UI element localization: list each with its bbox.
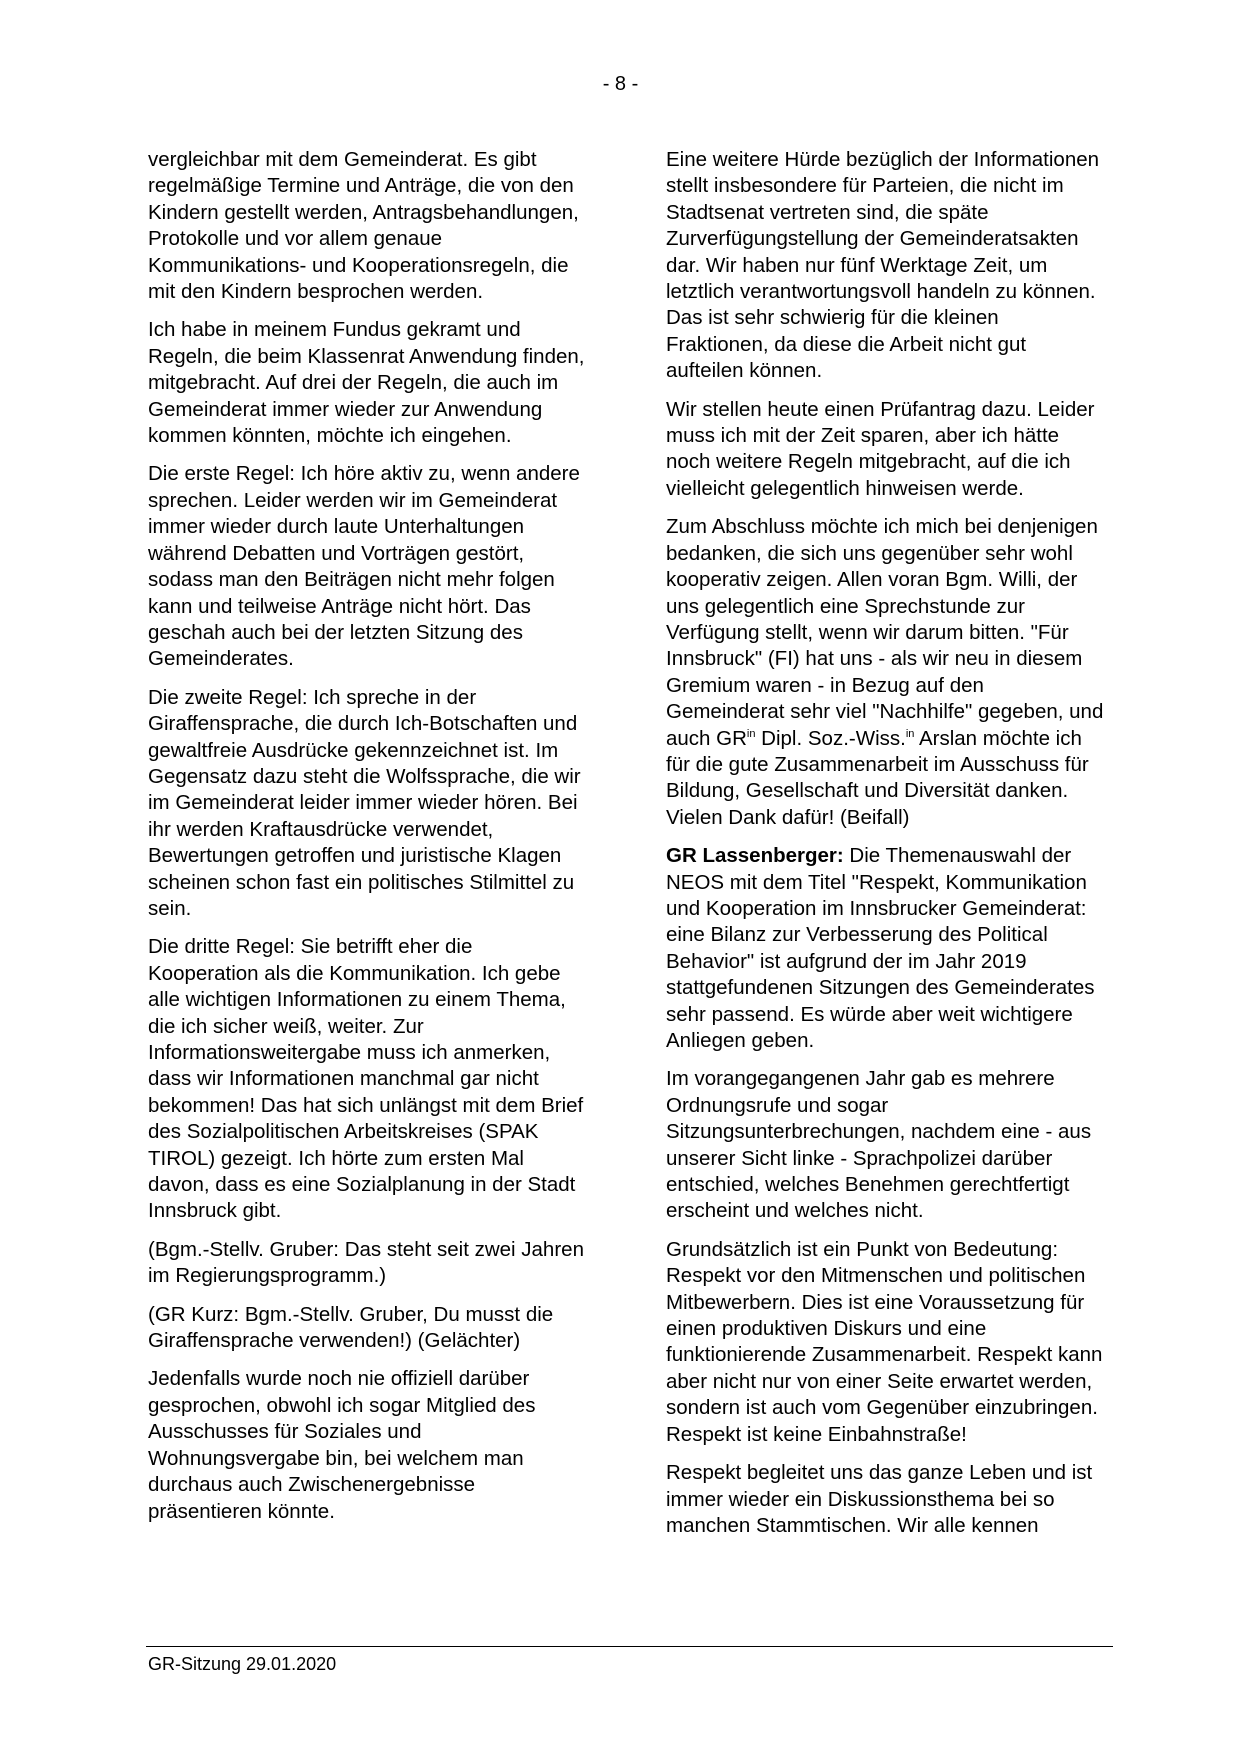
speech-paragraph	[666, 843, 1106, 1054]
left-column	[148, 147, 588, 1537]
superscript: in	[746, 727, 756, 740]
paragraph: Respekt begleitet uns das ganze Leben und ist immer wieder ein Diskussionsthema bei so manchen Stammtischen. Wir alle kennen	[666, 1461, 1093, 1537]
interjection: (Bgm.-Stellv. Gruber: Das steht seit zwei Jahren im Regierungsprogramm.)	[148, 1237, 584, 1288]
paragraph: Grundsätzlich ist ein Punkt von Bedeutung: Respekt vor den Mitmenschen und politischen Mitbewerbern. Dies ist eine Voraussetzung für einen produktiven Diskurs und eine funktionierende Zusammenarbeit. Respekt kann aber nicht nur von einer Seite erwartet werden, sondern ist auch vom Gegenüber einzubringen. Respekt ist keine Einbahnstraße!	[666, 1237, 1103, 1446]
paragraph-text: Dipl. Soz.-Wiss.	[755, 726, 906, 750]
paragraph: Ich habe in meinem Fundus gekramt und Regeln, die beim Klassenrat Anwendung finden, mitgebracht. Auf drei der Regeln, die auch im Gemeinderat immer wieder zur Anwendung kommen könnten, möchte ich eingehen.	[148, 318, 585, 448]
superscript: in	[905, 727, 915, 740]
paragraph	[666, 514, 1106, 831]
speaker-name: GR Lassenberger:	[666, 844, 844, 868]
paragraph-text: Zum Abschluss möchte ich mich bei denjenigen bedanken, die sich uns gegenüber sehr wohl kooperativ zeigen. Allen voran Bgm. Willi, der uns gelegentlich eine Sprechstunde zur Verfügung stellt, wenn wir darum bitten. "Für Innsbruck" (FI) hat uns - als wir neu in diesem Gremium waren - in Bezug auf den Gemeinderat sehr viel "Nachhilfe" gegeben, und auch GR	[666, 515, 1104, 750]
footer-divider	[146, 1646, 1113, 1647]
paragraph: Wir stellen heute einen Prüfantrag dazu. Leider muss ich mit der Zeit sparen, aber ich hätte noch weitere Regeln mitgebracht, auf die ich vielleicht gelegentlich hinweisen werde.	[666, 397, 1095, 500]
right-column	[666, 147, 1106, 1551]
page-number: - 8 -	[602, 73, 639, 95]
paragraph: Die zweite Regel: Ich spreche in der Giraffensprache, die durch Ich-Botschaften und gewaltfreie Ausdrücke gekennzeichnet ist. Im Gegensatz dazu steht die Wolfssprache, die wir im Gemeinderat leider immer wieder hören. Bei ihr werden Kraftausdrücke verwendet, Bewertungen getroffen und juristische Klagen scheinen schon fast ein politisches Stilmittel zu sein.	[148, 685, 581, 920]
paragraph: Im vorangegangenen Jahr gab es mehrere Ordnungsrufe und sogar Sitzungsunterbrechungen, nachdem eine - aus unserer Sicht linke - Sprachpolizei darüber entschied, welches Benehmen gerechtfertigt erscheint und welches nicht.	[666, 1067, 1092, 1223]
interjection: (GR Kurz: Bgm.-Stellv. Gruber, Du musst die Giraffensprache verwenden!) (Gelächter)	[148, 1302, 554, 1353]
paragraph-text: Die Themenauswahl der NEOS mit dem Titel "Respekt, Kommunikation und Kooperation im Innsbrucker Gemeinderat: eine Bilanz zur Verbesserung des Political Behavior" ist aufgrund der im Jahr 2019 stattgefundenen Sitzungen des Gemeinderates sehr passend. Es würde aber weit wichtigere Anliegen geben.	[666, 844, 1095, 1052]
paragraph: Die dritte Regel: Sie betrifft eher die Kooperation als die Kommunikation. Ich gebe alle wichtigen Informationen zu einem Thema, die ich sicher weiß, weiter. Zur Informationsweitergabe muss ich anmerken, dass wir Informationen manchmal gar nicht bekommen! Das hat sich unlängst mit dem Brief des Sozialpolitischen Arbeitskreises (SPAK TIROL) gezeigt. Ich hörte zum ersten Mal davon, dass es eine Sozialplanung in der Stadt Innsbruck gibt.	[148, 935, 584, 1223]
paragraph-text: Arslan möchte ich für die gute Zusammenarbeit im Ausschuss für Bildung, Gesellschaft und Diversität danken. Vielen Dank dafür! (Beifall)	[666, 726, 1089, 829]
paragraph: vergleichbar mit dem Gemeinderat. Es gibt regelmäßige Termine und Anträge, die von den Kindern gestellt werden, Antragsbehandlungen, Protokolle und vor allem genaue Kommunikations- und Kooperationsregeln, die mit den Kindern besprochen werden.	[148, 148, 579, 304]
paragraph: Eine weitere Hürde bezüglich der Informationen stellt insbesondere für Parteien, die nicht im Stadtsenat vertreten sind, die späte Zurverfügungstellung der Gemeinderatsakten dar. Wir haben nur fünf Werktage Zeit, um letztlich verantwortungsvoll handeln zu können. Das ist sehr schwierig für die kleinen Fraktionen, da diese die Arbeit nicht gut aufteilen können.	[666, 148, 1100, 383]
paragraph: Die erste Regel: Ich höre aktiv zu, wenn andere sprechen. Leider werden wir im Gemeinderat immer wieder durch laute Unterhaltungen während Debatten und Vorträgen gestört, sodass man den Beiträgen nicht mehr folgen kann und teilweise Anträge nicht hört. Das geschah auch bei der letzten Sitzung des Gemeinderates.	[148, 462, 580, 671]
footer-text: GR-Sitzung 29.01.2020	[148, 1654, 337, 1674]
paragraph: Jedenfalls wurde noch nie offiziell darüber gesprochen, obwohl ich sogar Mitglied des Ausschusses für Soziales und Wohnungsvergabe bin, bei welchem man durchaus auch Zwischenergebnisse präsentieren könnte.	[148, 1367, 536, 1523]
